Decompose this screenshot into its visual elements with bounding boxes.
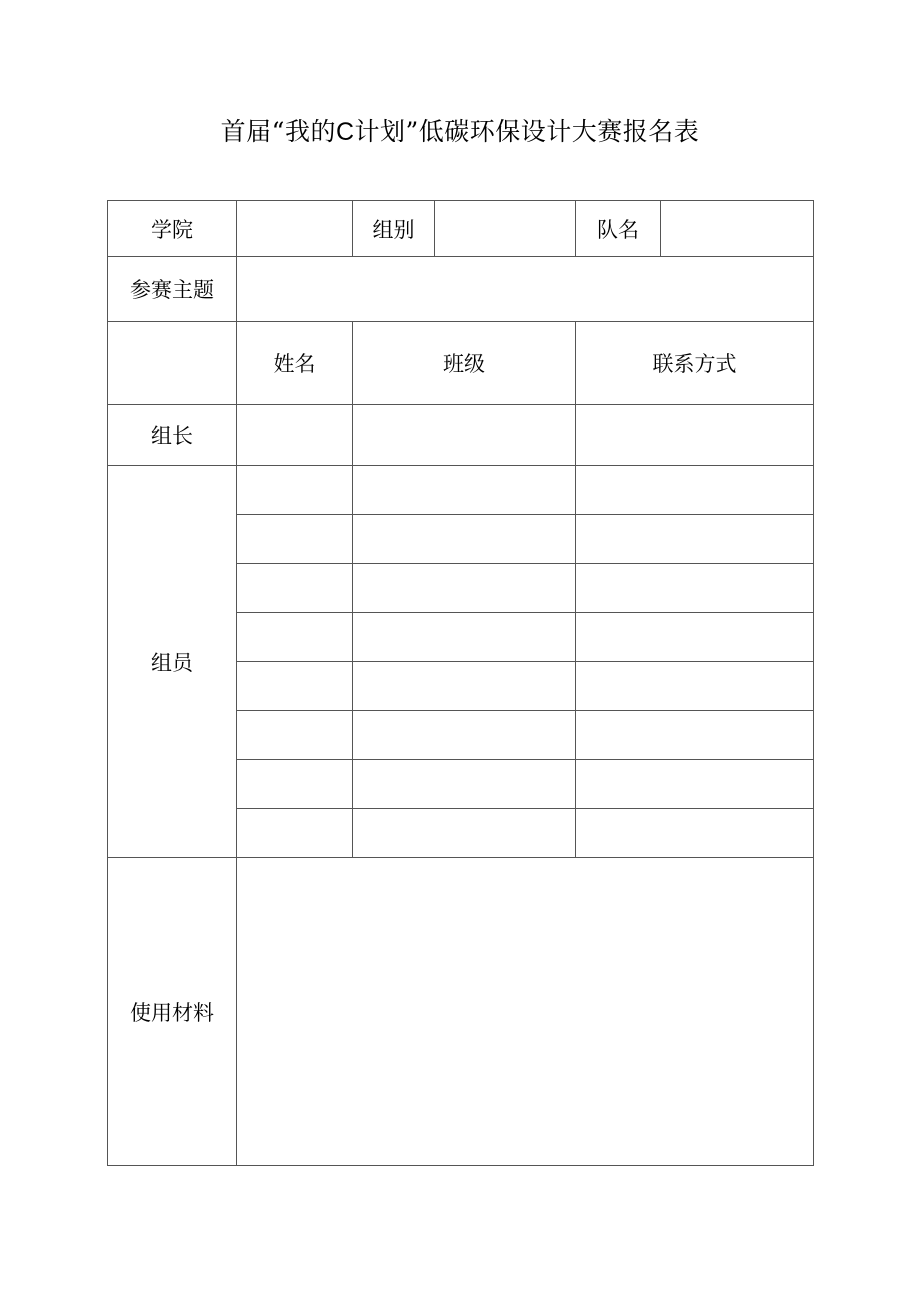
college-field[interactable]	[237, 201, 353, 257]
member-name-field[interactable]	[237, 564, 353, 613]
topic-row	[108, 257, 814, 322]
member-contact-field[interactable]	[576, 564, 814, 613]
materials-row	[108, 858, 814, 1166]
info-row	[108, 201, 814, 257]
team-label: 队名	[576, 201, 661, 257]
member-contact-field[interactable]	[576, 466, 814, 515]
registration-table	[107, 200, 814, 1166]
member-contact-field[interactable]	[576, 760, 814, 809]
leader-class-field[interactable]	[353, 405, 576, 466]
leader-label: 组长	[108, 405, 237, 466]
member-class-field[interactable]	[353, 613, 576, 662]
member-contact-field[interactable]	[576, 809, 814, 858]
leader-row	[108, 405, 814, 466]
contact-header: 联系方式	[576, 322, 814, 405]
member-name-field[interactable]	[237, 515, 353, 564]
group-label: 组别	[353, 201, 435, 257]
topic-field[interactable]	[237, 257, 814, 322]
member-class-field[interactable]	[353, 711, 576, 760]
member-contact-field[interactable]	[576, 711, 814, 760]
member-name-field[interactable]	[237, 662, 353, 711]
name-header: 姓名	[237, 322, 353, 405]
header-row	[108, 322, 814, 405]
college-label: 学院	[108, 201, 237, 257]
member-contact-field[interactable]	[576, 613, 814, 662]
member-row	[108, 466, 814, 515]
member-class-field[interactable]	[353, 466, 576, 515]
form-title: 首届“我的C计划”低碳环保设计大赛报名表	[220, 117, 700, 146]
leader-name-field[interactable]	[237, 405, 353, 466]
member-name-field[interactable]	[237, 613, 353, 662]
team-field[interactable]	[661, 201, 814, 257]
member-name-field[interactable]	[237, 466, 353, 515]
member-class-field[interactable]	[353, 515, 576, 564]
topic-label: 参赛主题	[108, 257, 237, 322]
member-class-field[interactable]	[353, 564, 576, 613]
header-blank-cell	[108, 322, 237, 405]
member-contact-field[interactable]	[576, 515, 814, 564]
member-name-field[interactable]	[237, 809, 353, 858]
class-header: 班级	[353, 322, 576, 405]
member-name-field[interactable]	[237, 711, 353, 760]
group-field[interactable]	[435, 201, 576, 257]
member-class-field[interactable]	[353, 662, 576, 711]
member-name-field[interactable]	[237, 760, 353, 809]
materials-field[interactable]	[237, 858, 814, 1166]
member-contact-field[interactable]	[576, 662, 814, 711]
member-class-field[interactable]	[353, 809, 576, 858]
materials-label: 使用材料	[108, 858, 237, 1166]
leader-contact-field[interactable]	[576, 405, 814, 466]
members-label: 组员	[108, 466, 237, 858]
member-class-field[interactable]	[353, 760, 576, 809]
